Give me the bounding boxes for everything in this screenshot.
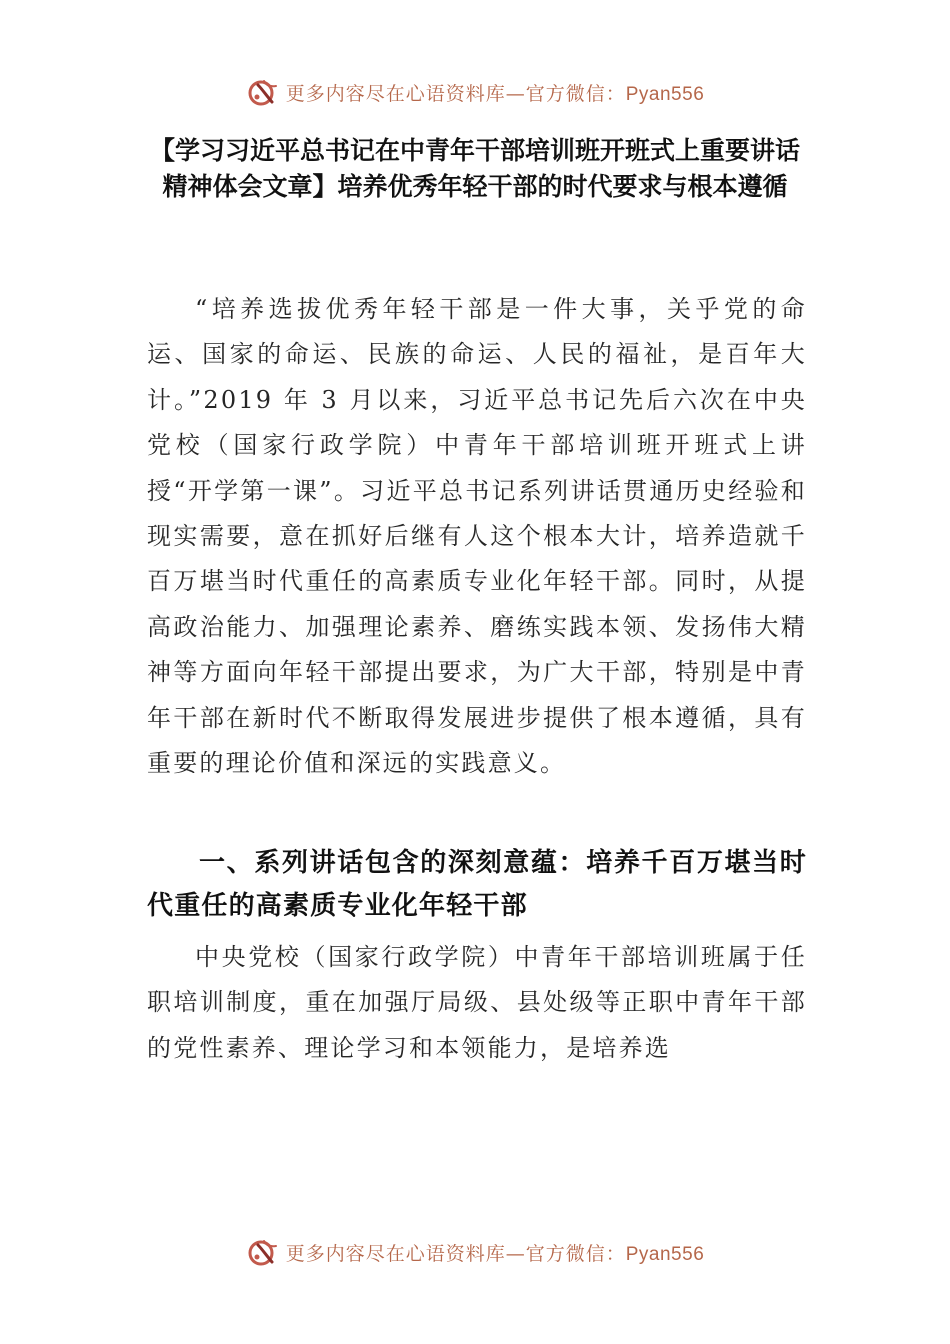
article-paragraph: “培养选拔优秀年轻干部是一件大事，关乎党的命运、国家的命运、民族的命运、人民的福祉，是百年大计。”2019 年 3 月以来，习近平总书记先后六次在中央党校（国家行政学院）中青年干部培训班开班式上讲授“开学第一课”。习近平总书记系列讲话贯通历史经验和现实需要，意在抓好后继有人这个根本大计，培养造就千百万堪当时代重任的高素质专业化年轻干部。同时，从提高政治能力、加强理论素养、磨练实践本领、发扬伟大精神等方面向年轻干部提出要求，为广大干部，特别是中青年干部在新时代不断取得发展进步提供了根本遵循，具有重要的理论价值和深远的实践意义。 xyxy=(147,295,807,778)
watermark-label: 更多内容尽在心语资料库—官方微信： xyxy=(285,1242,626,1265)
article-title: 【学习习近平总书记在中青年干部培训班开班式上重要讲话精神体会文章】培养优秀年轻干部的时代要求与根本遵循 xyxy=(149,136,800,201)
wechat-id: Pyan556 xyxy=(625,83,705,105)
watermark-text xyxy=(286,1239,705,1266)
brush-heart-logo-icon xyxy=(246,1235,280,1269)
wechat-id: Pyan556 xyxy=(625,1243,705,1265)
watermark-label: 更多内容尽在心语资料库—官方微信： xyxy=(285,82,626,105)
brush-heart-logo-icon xyxy=(246,75,280,109)
article-paragraph: 中央党校（国家行政学院）中青年干部培训班属于任职培训制度，重在加强厅局级、县处级等正职中青年干部的党性素养、理论学习和本领能力，是培养选 xyxy=(147,943,807,1062)
section-heading: 一、系列讲话包含的深刻意蕴：培养千百万堪当时代重任的高素质专业化年轻干部 xyxy=(147,848,807,921)
watermark-text xyxy=(286,79,705,106)
watermark-banner-top xyxy=(0,72,950,112)
watermark-banner-bottom xyxy=(0,1232,950,1272)
